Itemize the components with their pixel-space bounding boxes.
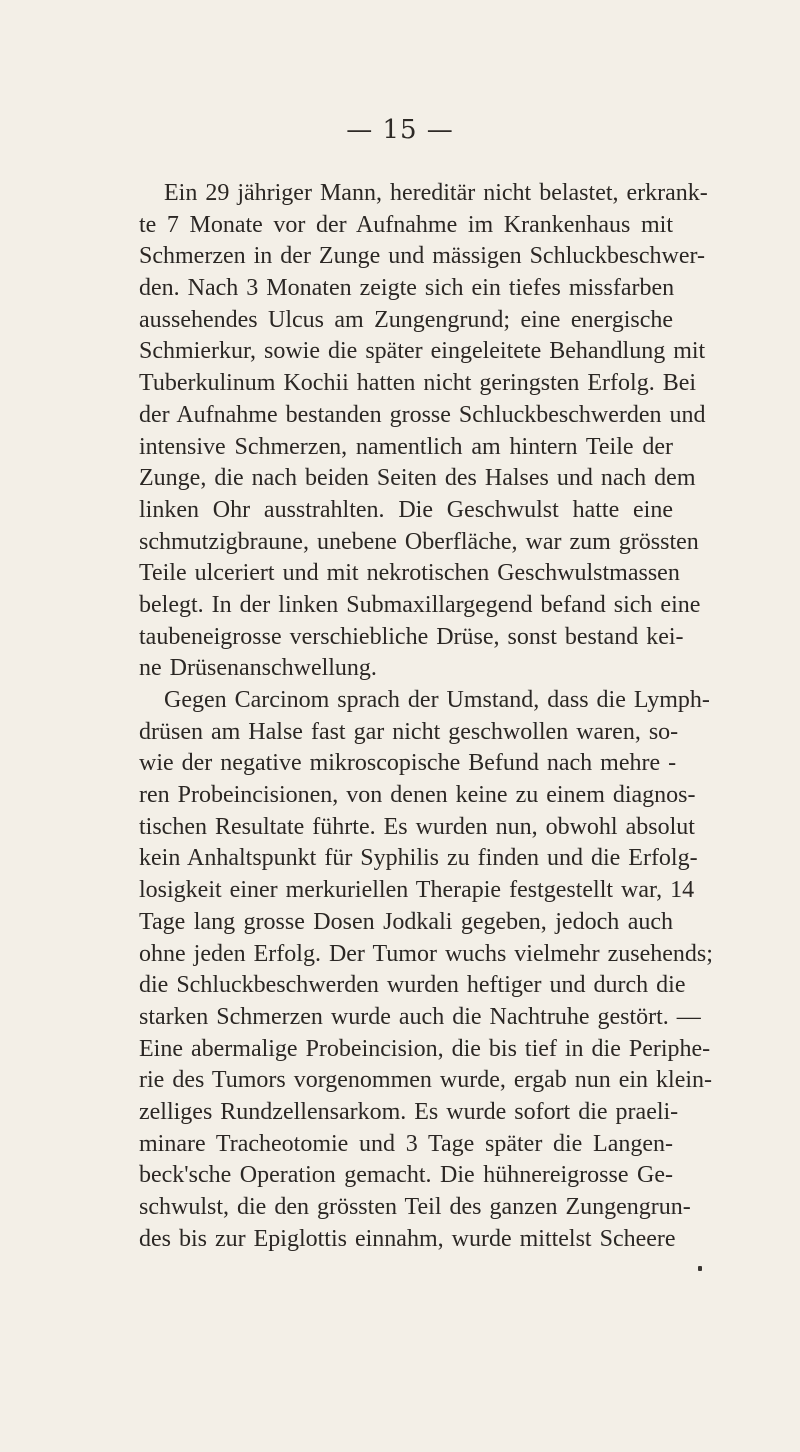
text-line: te 7 Monate vor der Aufnahme im Krankenhaus mit [139,211,673,238]
text-line: Schmierkur, sowie die später eingeleitete Behandlung mit [139,338,706,365]
text-line: ne Drüsenanschwellung. [139,655,377,682]
text-line: drüsen am Halse fast gar nicht geschwollen waren, so- [139,718,679,745]
text-line: schmutzigbraune, unebene Oberfläche, war zum grössten [139,528,699,555]
text-line: starken Schmerzen wurde auch die Nachtruhe gestört. — [139,1003,701,1030]
text-line: schwulst, die den grössten Teil des ganzen Zungengrun- [139,1194,691,1220]
text-line: Tage lang grosse Dosen Jodkali gegeben, jedoch auch [139,908,673,935]
text-line: Zunge, die nach beiden Seiten des Halses und nach dem [139,465,696,492]
margin-speck [698,1266,702,1271]
text-line: tischen Resultate führte. Es wurden nun, obwohl absolut [139,813,695,840]
text-line: linken Ohr ausstrahlten. Die Geschwulst hatte eine [139,496,673,523]
text-line: rie des Tumors vorgenommen wurde, ergab nun ein klein- [139,1067,713,1094]
text-line: belegt. In der linken Submaxillargegend befand sich eine [139,591,701,618]
text-line: Gegen Carcinom sprach der Umstand, dass die Lymph- [164,687,710,713]
text-line: taubeneigrosse verschiebliche Drüse, sonst bestand kei- [139,623,684,650]
text-line: des bis zur Epiglottis einnahm, wurde mittelst Scheere [139,1225,676,1252]
page-number: — 15 — [346,115,454,145]
text-line: die Schluckbeschwerden wurden heftiger und durch die [139,972,686,999]
text-line: ohne jeden Erfolg. Der Tumor wuchs vielmehr zusehends; [139,940,713,967]
text-line: den. Nach 3 Monaten zeigte sich ein tiefes missfarben [139,275,675,302]
text-line: Eine abermalige Probeincision, die bis tief in die Periphe- [139,1035,711,1062]
text-line: losigkeit einer merkuriellen Therapie festgestellt war, 14 [139,877,695,904]
text-line: kein Anhaltspunkt für Syphilis zu finden und die Erfolg- [139,845,698,872]
text-line: der Aufnahme bestanden grosse Schluckbeschwerden und [139,401,706,428]
text-line: beck'sche Operation gemacht. Die hühnereigrosse Ge- [139,1162,673,1189]
text-line: Teile ulceriert und mit nekrotischen Geschwulstmassen [139,560,680,587]
text-line: minare Tracheotomie und 3 Tage später die Langen- [139,1130,673,1157]
text-line: Tuberkulinum Kochii hatten nicht geringsten Erfolg. Bei [139,370,697,397]
text-line: Schmerzen in der Zunge und mässigen Schluckbeschwer- [139,243,706,270]
text-line: intensive Schmerzen, namentlich am hintern Teile der [139,433,673,460]
text-line: wie der negative mikroscopische Befund nach mehre - [139,750,677,777]
body-text [139,178,713,1255]
text-line: aussehendes Ulcus am Zungengrund; eine energische [139,306,673,333]
text-line: ren Probeincisionen, von denen keine zu einem diagnos- [139,782,696,809]
text-line: zelliges Rundzellensarkom. Es wurde sofort die praeli- [139,1098,679,1125]
text-line: Ein 29 jähriger Mann, hereditär nicht belastet, erkrank- [164,180,708,206]
